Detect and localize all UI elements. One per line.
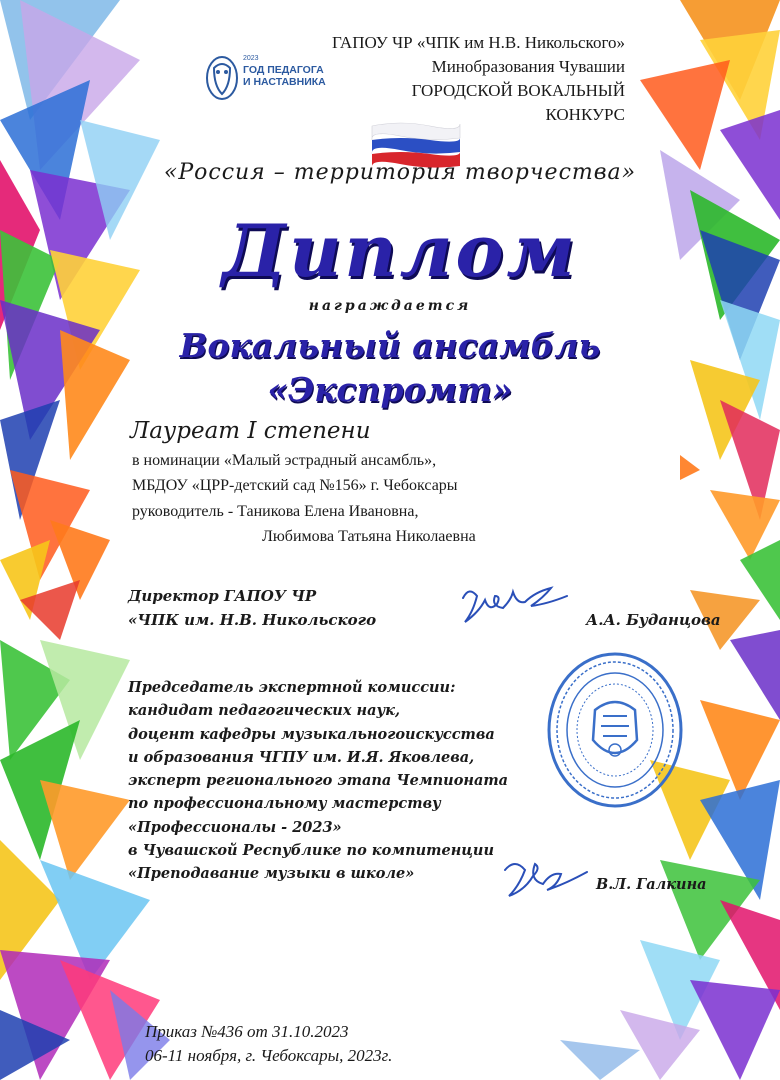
contest-type-line1: ГОРОДСКОЙ ВОКАЛЬНЫЙ [411,81,625,100]
diploma-title: Диплом [222,208,578,293]
chair-signature [495,850,595,920]
contest-type-line2: КОНКУРС [545,105,625,124]
director-name: А.А. Буданцова [586,611,721,629]
contest-name: «Россия – территория творчества» [163,160,637,185]
org-name-line1: ГАПОУ ЧР «ЧПК им Н.В. Никольского» [331,33,625,52]
institution-line: МБДОУ «ЦРР-детский сад №156» г. Чебоксары [132,477,458,494]
org-name-line2: Минобразования Чувашии [431,57,625,76]
nomination-line: в номинации «Малый эстрадный ансамбль», [132,452,437,469]
leader-line1: руководитель - Таникова Елена Ивановна, [132,503,419,520]
commission-credentials [128,676,508,886]
commission-line: и образования ЧГПУ им. И.Я. Яковлева, [128,748,475,766]
director-title-line2: «ЧПК им. Н.В. Никольского [128,611,377,629]
commission-line: «Профессионалы - 2023» [128,818,342,836]
commission-line: кандидат педагогических наук, [128,702,401,720]
commission-line: по профессиональному мастерству [128,795,441,813]
awarded-label: награждается [308,298,472,314]
awardee-line1: Вокальный ансамбль [179,326,601,365]
logo-year: 2023 [243,55,259,62]
director-signature [455,578,575,638]
commission-line: эксперт регионального этапа Чемпионата [128,772,509,790]
commission-line: доцент кафедры музыкальногоискусства [128,725,495,743]
awardee-line2: «Экспромт» [267,370,513,409]
commission-line: Председатель экспертной комиссии: [128,679,456,696]
order-reference: Приказ №436 от 31.10.2023 [145,1022,349,1041]
chair-name: В.Л. Галкина [596,876,707,893]
commission-line: «Преподавание музыки в школе» [128,865,415,883]
official-seal-stamp [545,650,685,810]
year-of-teacher-logo [205,52,340,102]
owl-emblem-icon [205,54,239,102]
leader-line2: Любимова Татьяна Николаевна [262,528,476,545]
logo-text-line1: ГОД ПЕДАГОГА [243,64,324,76]
director-title-line1: Директор ГАПОУ ЧР [128,587,317,605]
commission-line: в Чувашской Республике по компитенции [128,842,495,860]
event-dates: 06-11 ноября, г. Чебоксары, 2023г. [145,1046,393,1065]
laureate-degree: Лауреат I степени [130,418,371,444]
logo-text-line2: И НАСТАВНИКА [243,76,326,88]
